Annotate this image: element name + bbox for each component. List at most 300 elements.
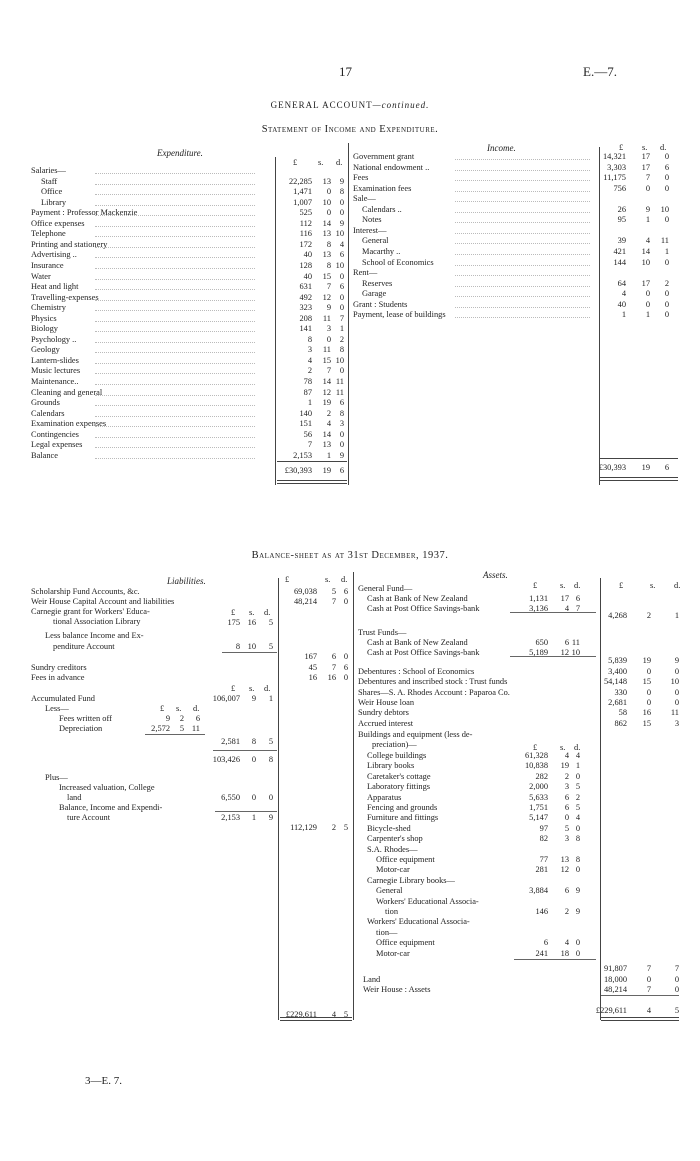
inc-row-shillings: 17 <box>641 152 650 161</box>
exp-row-pence: 10 <box>335 229 344 239</box>
liab-less-amt-pounds: 8 <box>235 642 240 651</box>
exp-row-pounds: 40 <box>303 271 312 281</box>
exp-total-pence: 6 <box>339 466 344 475</box>
dotted-leader <box>95 194 255 195</box>
income-heading: Income. <box>487 143 516 153</box>
inc-row-label: Grant : Students <box>353 299 408 309</box>
assets-trust-bnz-pounds: 650 <box>535 638 548 647</box>
liab-plus-label: Plus— <box>45 773 68 782</box>
liab-increased-valuation-pounds: 6,550 <box>221 793 240 802</box>
assets-general-fund-label: General Fund— <box>358 584 413 593</box>
assets-bld-item-pounds: 5,633 <box>529 792 548 802</box>
liab-less-dash-label: Less— <box>45 704 69 713</box>
assets-bld-item-label: tion <box>385 907 399 916</box>
assets-bld-item-label: Workers' Educational Associa- <box>367 917 470 927</box>
inc-row-shillings: 1 <box>645 310 650 320</box>
expenditure-heading: Expenditure. <box>157 148 203 158</box>
liab-carnegie-net-pounds: 167 <box>304 652 317 661</box>
assets-simple-row-label: Shares—S. A. Rhodes Account : Paparoa Co. <box>358 687 510 697</box>
assets-bld-item-label: Office equipment <box>376 855 435 864</box>
inc-total-pounds: £30,393 <box>598 463 626 472</box>
assets-bld-item-shillings: 0 <box>564 813 569 823</box>
assets-general-total-shillings: 2 <box>646 611 651 620</box>
assets-simple-row-pence: 0 <box>674 667 679 676</box>
liab-depreciation-shillings: 5 <box>179 724 184 733</box>
assets-simple-row-shillings: 16 <box>642 708 651 718</box>
assets-simple-row-pence: 11 <box>670 708 679 718</box>
assets-weir-label: Weir House : Assets <box>363 985 431 994</box>
liab-depreciation-label: Depreciation <box>59 724 103 733</box>
assets-bld-item-pence: 0 <box>575 771 580 781</box>
assets-bld-item-pence: 5 <box>575 803 580 812</box>
assets-bld-item-pounds: 281 <box>535 865 548 875</box>
inc-row-label: Garage <box>362 289 387 299</box>
dotted-leader <box>95 416 255 417</box>
liab-creditors-shillings: 7 <box>331 663 336 672</box>
exp-row-label: Balance <box>31 450 58 460</box>
assets-bld-item-pence: 2 <box>575 792 580 802</box>
bs-liab-total-double-rule <box>280 1017 352 1021</box>
exp-row-shillings: 0 <box>326 334 331 344</box>
dotted-leader <box>95 447 255 448</box>
dotted-leader <box>95 226 255 227</box>
exp-row-shillings: 13 <box>322 176 331 186</box>
dotted-leader <box>95 363 255 364</box>
assets-grand-total-shillings: 4 <box>646 1006 651 1015</box>
dotted-leader <box>455 296 590 297</box>
assets-posb-pence: 7 <box>575 604 580 613</box>
inc-row-pounds: 4 <box>621 289 626 299</box>
assets-simple-row-label: Debentures and inscribed stock : Trust funds <box>358 677 508 687</box>
inc-currency-shillings: s. <box>642 143 648 152</box>
assets-simple-row-pounds: 54,148 <box>603 677 627 687</box>
dotted-leader <box>455 191 590 192</box>
inc-row-pounds: 3,303 <box>607 162 626 172</box>
assets-simple-row-shillings: 15 <box>642 677 651 687</box>
assets-inner-currency-pounds: £ <box>533 581 538 590</box>
assets-simple-row-shillings: 0 <box>646 687 651 697</box>
liab-creditors-pence: 6 <box>343 663 348 672</box>
inc-row-label: Macarthy .. <box>362 246 401 256</box>
exp-row-pence: 9 <box>339 218 344 228</box>
dotted-leader <box>95 268 255 269</box>
liab-carnegie-amt-pounds: 175 <box>227 618 240 627</box>
exp-row-pence: 10 <box>335 355 344 365</box>
assets-posb-pounds: 3,136 <box>529 604 548 613</box>
assets-land-pounds: 18,000 <box>603 975 627 984</box>
dotted-leader <box>95 321 255 322</box>
exp-row-pounds: 172 <box>299 239 312 249</box>
dotted-leader <box>455 159 590 160</box>
inc-row-shillings: 0 <box>645 289 650 299</box>
assets-simple-row-label: Accrued interest <box>358 718 414 728</box>
exp-row-label: Cleaning and general <box>31 387 103 397</box>
inc-row-shillings: 10 <box>641 257 650 267</box>
liab-less-currency-pounds: £ <box>160 704 165 713</box>
liab-increased-valuation-label: Increased valuation, College <box>59 783 155 792</box>
exp-row-label: Physics <box>31 313 57 323</box>
liab-weir-label: Weir House Capital Account and liabilities <box>31 597 175 606</box>
dotted-leader <box>455 265 590 266</box>
assets-bld-item-label: Library books <box>367 761 415 771</box>
liab-fees-pounds: 16 <box>308 673 317 682</box>
liab-less-amt-pence: 5 <box>268 642 273 651</box>
assets-bld-currency-pounds: £ <box>533 743 538 752</box>
exp-row-label: Chemistry <box>31 303 66 313</box>
inc-row-pence: 0 <box>664 310 669 320</box>
dotted-leader <box>95 236 255 237</box>
exp-row-shillings: 1 <box>326 450 331 460</box>
assets-weir-pence: 0 <box>674 985 679 994</box>
exp-row-shillings: 13 <box>322 250 331 260</box>
dotted-leader <box>95 437 255 438</box>
inc-total-rule <box>600 458 678 459</box>
inc-total-pence: 6 <box>664 463 669 472</box>
exp-row-shillings: 11 <box>322 313 331 323</box>
assets-bld-item-pence: 5 <box>575 782 580 792</box>
assets-buildings-label: Buildings and equipment (less de- <box>358 730 473 739</box>
exp-row-pounds: 56 <box>303 429 312 439</box>
exp-row-label: Calendars <box>31 408 65 418</box>
dotted-leader <box>455 254 590 255</box>
liab-less-label: Less balance Income and Ex- <box>45 631 144 640</box>
liab-scholarship-pence: 6 <box>343 587 348 596</box>
inc-total-double-rule <box>600 477 678 481</box>
liab-inner-currency-pence: d. <box>264 608 271 617</box>
dotted-leader <box>455 233 590 234</box>
inc-row-pounds: 39 <box>617 236 626 246</box>
exp-row-pence: 11 <box>335 377 344 386</box>
general-account-title-main: GENERAL ACCOUNT <box>270 100 373 110</box>
inc-row-pence: 2 <box>664 278 669 288</box>
assets-bld-item-shillings: 6 <box>564 886 569 896</box>
exp-row-shillings: 15 <box>322 271 331 281</box>
bs-assets-rule <box>600 578 601 1020</box>
inc-row-pounds: 95 <box>617 215 626 225</box>
exp-row-pence: 4 <box>339 239 344 249</box>
exp-row-pounds: 208 <box>299 313 312 323</box>
assets-bld-item-shillings: 2 <box>564 907 569 916</box>
inc-currency-pounds: £ <box>619 143 624 152</box>
assets-bld-item-label: Carpenter's shop <box>367 834 423 844</box>
exp-row-label: Water <box>31 271 51 281</box>
exp-row-shillings: 15 <box>322 355 331 365</box>
assets-bld-item-label: Office equipment <box>376 938 435 948</box>
bs-assets-total-double-rule <box>601 1017 679 1021</box>
liab-fees-label: Fees in advance <box>31 673 85 682</box>
exp-row-label: Maintenance.. <box>31 377 79 386</box>
liab-less-rule <box>145 734 205 735</box>
inc-row-pounds: 40 <box>617 299 626 309</box>
liab-grand-total-pounds: £229,611 <box>285 1010 317 1019</box>
exp-row-shillings: 13 <box>322 229 331 239</box>
exp-row-pence: 8 <box>339 408 344 418</box>
inc-row-pence: 0 <box>664 299 669 309</box>
inc-row-label: Interest— <box>353 225 387 235</box>
liab-depreciation-pence: 11 <box>191 724 200 733</box>
inc-row-label: Examination fees <box>353 183 412 193</box>
liab-carnegie-amt-shillings: 16 <box>247 618 256 627</box>
exp-row-pounds: 7 <box>307 440 312 450</box>
inc-row-pence: 0 <box>664 257 669 267</box>
assets-bld-item-pounds: 146 <box>535 907 548 916</box>
exp-row-pence: 1 <box>339 324 344 334</box>
exp-row-shillings: 12 <box>322 387 331 397</box>
inc-row-label: Fees <box>353 173 369 183</box>
assets-bld-item-pounds: 61,328 <box>524 751 548 760</box>
liabilities-heading: Liabilities. <box>167 576 206 586</box>
exp-row-pence: 0 <box>339 292 344 302</box>
inc-row-shillings: 1 <box>645 215 650 225</box>
assets-bld-item-shillings: 2 <box>564 771 569 781</box>
liab-less-total-shillings: 8 <box>251 737 256 746</box>
assets-bnz-pence: 6 <box>575 594 580 603</box>
assets-bld-item-shillings: 6 <box>564 803 569 812</box>
exp-row-shillings: 2 <box>326 408 331 418</box>
assets-bld-item-shillings: 4 <box>564 751 569 760</box>
liab-creditors-label: Sundry creditors <box>31 663 87 672</box>
exp-row-pounds: 141 <box>299 324 312 334</box>
liab-creditors-pounds: 45 <box>308 663 317 672</box>
page-footer: 3—E. 7. <box>85 1075 122 1087</box>
assets-bld-item-pounds: 82 <box>539 834 548 844</box>
exp-row-pounds: 2,153 <box>293 450 312 460</box>
assets-bld-item-pounds: 10,838 <box>524 761 548 771</box>
assets-simple-row-pounds: 862 <box>614 718 627 728</box>
assets-bld-item-label: Laboratory fittings <box>367 782 431 792</box>
assets-simple-row-pounds: 330 <box>614 687 627 697</box>
exp-row-pence: 2 <box>339 334 344 344</box>
dotted-leader <box>95 310 255 311</box>
inc-row-pence: 1 <box>664 246 669 256</box>
liab-fees-shillings: 16 <box>327 673 336 682</box>
exp-total-double-rule <box>277 480 347 484</box>
assets-currency-pounds: £ <box>619 581 624 590</box>
liab-currency-pence: d. <box>341 575 348 584</box>
dotted-leader <box>455 212 590 213</box>
exp-row-shillings: 7 <box>326 366 331 376</box>
exp-currency-shillings: s. <box>318 158 324 167</box>
liab-fees-pence: 0 <box>343 673 348 682</box>
dotted-leader <box>455 222 590 223</box>
exp-row-label: Grounds <box>31 398 60 408</box>
page-number: 17 <box>339 64 352 79</box>
liab-less-amt-shillings: 10 <box>247 642 256 651</box>
exp-row-pence: 0 <box>339 197 344 207</box>
assets-land-pence: 0 <box>674 975 679 984</box>
liab-inner-currency-pounds: £ <box>231 608 236 617</box>
assets-trust-total-shillings: 19 <box>642 656 651 665</box>
assets-inner-currency-pence: d. <box>574 581 581 590</box>
inc-row-label: Reserves <box>362 278 393 288</box>
inc-row-label: General <box>362 236 389 246</box>
inc-row-pounds: 14,321 <box>602 152 626 161</box>
assets-bld-rule <box>514 959 596 960</box>
assets-bld-item-pence: 0 <box>575 865 580 875</box>
assets-trust-posb-pence: 10 <box>571 648 580 657</box>
assets-inner-currency-shillings: s. <box>560 581 566 590</box>
dotted-leader <box>455 180 590 181</box>
assets-simple-row-pence: 10 <box>670 677 679 687</box>
exp-row-label: Advertising .. <box>31 250 77 260</box>
assets-bld-item-pence: 4 <box>575 813 580 823</box>
assets-bld-item-shillings: 3 <box>564 834 569 844</box>
assets-bnz-label: Cash at Bank of New Zealand <box>367 594 468 603</box>
assets-bld-item-pence: 4 <box>575 751 580 760</box>
liab-subtotal-pounds: 103,426 <box>212 755 240 764</box>
exp-row-shillings: 14 <box>322 377 331 386</box>
assets-simple-row-label: Debentures : School of Economics <box>358 667 475 676</box>
liab-scholarship-pounds: 69,038 <box>293 587 317 596</box>
liab-accum-label: Accumulated Fund <box>31 694 95 703</box>
inc-row-label: Calendars .. <box>362 204 402 214</box>
assets-bld-item-pounds: 3,884 <box>529 886 548 896</box>
liab-less-total-pence: 5 <box>268 737 273 746</box>
liab-written-off-label: Fees written off <box>59 714 112 723</box>
liab-depreciation-pounds: 2,572 <box>151 724 170 733</box>
assets-bld-item-shillings: 6 <box>564 792 569 802</box>
assets-bld-item-shillings: 5 <box>564 823 569 833</box>
dotted-leader <box>95 331 255 332</box>
assets-simple-row-shillings: 0 <box>646 667 651 676</box>
liab-scholarship-shillings: 5 <box>331 587 336 596</box>
assets-land-label: Land <box>363 975 381 984</box>
exp-row-pounds: 116 <box>299 229 312 239</box>
statement-title: Statement of Income and Expenditure. <box>261 124 439 135</box>
inc-row-pounds: 26 <box>617 204 626 214</box>
exp-row-pence: 0 <box>339 440 344 450</box>
exp-row-pounds: 112 <box>299 218 312 228</box>
liab-balance-rule <box>215 811 277 812</box>
bs-center-rule <box>353 572 354 1020</box>
exp-row-shillings: 13 <box>322 440 331 450</box>
exp-row-label: Office <box>41 187 63 197</box>
assets-bld-item-pence: 8 <box>575 834 580 844</box>
assets-bld-item-pence: 0 <box>575 938 580 948</box>
assets-weir-pounds: 48,214 <box>603 985 627 994</box>
assets-simple-row-pounds: 3,400 <box>608 667 627 676</box>
exp-row-label: Staff <box>41 176 58 186</box>
inc-row-shillings: 0 <box>645 183 650 193</box>
dotted-leader <box>95 215 255 216</box>
assets-simple-row-label: Weir House loan <box>358 697 415 707</box>
exp-row-pounds: 1 <box>307 398 312 408</box>
exp-row-pounds: 40 <box>303 250 312 260</box>
liab-carnegie-amt-pence: 5 <box>268 618 273 627</box>
exp-row-pounds: 525 <box>299 208 312 218</box>
inc-row-label: School of Economics <box>362 257 434 267</box>
assets-trust-posb-label: Cash at Post Office Savings-bank <box>367 648 480 657</box>
assets-bld-item-label: Carnegie Library books— <box>367 875 455 885</box>
inc-row-pence: 0 <box>664 152 669 161</box>
assets-bld-item-label: Fencing and grounds <box>367 803 438 812</box>
inc-row-pence: 0 <box>664 173 669 183</box>
exp-row-shillings: 10 <box>322 197 331 207</box>
inc-row-label: Government grant <box>353 152 415 161</box>
exp-row-label: Heat and light <box>31 282 79 292</box>
liab-increased-valuation-shillings: 0 <box>251 793 256 802</box>
dotted-leader <box>95 426 255 427</box>
assets-bld-item-label: Apparatus <box>367 792 402 802</box>
bs-liab-rule <box>278 578 279 1020</box>
exp-row-shillings: 14 <box>322 218 331 228</box>
inc-row-pence: 11 <box>660 236 669 246</box>
assets-bld-item-pounds: 2,000 <box>529 782 548 792</box>
exp-row-pounds: 492 <box>299 292 312 302</box>
exp-row-pence: 8 <box>339 345 344 355</box>
exp-row-pounds: 1,007 <box>293 197 312 207</box>
exp-row-label: Office expenses <box>31 218 85 228</box>
liab-accum-pounds: 106,007 <box>212 694 240 703</box>
exp-row-pence: 0 <box>339 429 344 439</box>
exp-row-shillings: 0 <box>326 187 331 197</box>
exp-row-pence: 9 <box>339 450 344 460</box>
liab-fund-total-shillings: 2 <box>331 823 336 832</box>
exp-row-pounds: 151 <box>299 419 312 429</box>
exp-row-pence: 10 <box>335 260 344 270</box>
exp-total-shillings: 19 <box>322 466 331 475</box>
inc-row-label: Payment, lease of buildings <box>353 310 446 320</box>
liab-subtotal-rule <box>213 750 277 751</box>
exp-row-shillings: 14 <box>322 429 331 439</box>
dotted-leader <box>95 247 255 248</box>
liab-subtotal-pence: 8 <box>268 755 273 764</box>
assets-bld-item-pounds: 241 <box>535 948 548 958</box>
assets-simple-row-pence: 3 <box>674 718 679 728</box>
dotted-leader <box>455 243 590 244</box>
assets-bld-item-pounds: 5,147 <box>529 813 548 823</box>
liab-currency-shillings: s. <box>325 575 331 584</box>
inc-total-shillings: 19 <box>641 463 650 472</box>
exp-row-label: Payment : Professor Mackenzie <box>31 208 138 218</box>
inc-row-shillings: 4 <box>645 236 650 246</box>
assets-bld-item-label: Motor-car <box>376 865 410 875</box>
liab-inner-currency-shillings: s. <box>249 608 255 617</box>
liab-increased-valuation-label-cont: land <box>67 793 82 802</box>
assets-bld-item-shillings: 18 <box>560 948 569 958</box>
assets-trust-posb-shillings: 12 <box>560 648 569 657</box>
assets-bld-item-label: S.A. Rhodes— <box>367 844 418 854</box>
inc-row-pence: 10 <box>660 204 669 214</box>
exp-row-label: Biology <box>31 324 58 334</box>
assets-bld-item-pence: 9 <box>575 886 580 896</box>
liab-balance-label: Balance, Income and Expendi- <box>59 803 163 812</box>
exp-row-pence: 0 <box>339 303 344 313</box>
dotted-leader <box>95 205 255 206</box>
exp-row-label: Library <box>41 197 67 207</box>
assets-bld-item-label: Bicycle-shed <box>367 823 411 833</box>
assets-grand-total-pence: 5 <box>674 1006 679 1015</box>
liab-balance-label-cont: ture Account <box>67 813 111 822</box>
assets-bld-item-pence: 0 <box>575 948 580 958</box>
exp-row-label: Examination expenses <box>31 419 107 429</box>
liab-less-currency-shillings: s. <box>176 704 182 713</box>
assets-weir-shillings: 7 <box>646 985 651 994</box>
exp-row-pence: 0 <box>339 208 344 218</box>
exp-row-pence: 8 <box>339 187 344 197</box>
assets-bld-item-pounds: 1,751 <box>529 803 548 812</box>
dotted-leader <box>455 275 590 276</box>
inc-row-shillings: 14 <box>641 246 650 256</box>
assets-posb-label: Cash at Post Office Savings-bank <box>367 604 480 613</box>
assets-trust-total-pence: 9 <box>674 656 679 665</box>
assets-bld-item-pence: 8 <box>575 855 580 864</box>
liab-less-currency-pence: d. <box>193 704 200 713</box>
assets-buildings-label-cont: preciation)— <box>372 740 417 749</box>
exp-row-shillings: 8 <box>326 260 331 270</box>
exp-row-pounds: 4 <box>307 355 312 365</box>
inc-row-shillings: 17 <box>641 162 650 172</box>
